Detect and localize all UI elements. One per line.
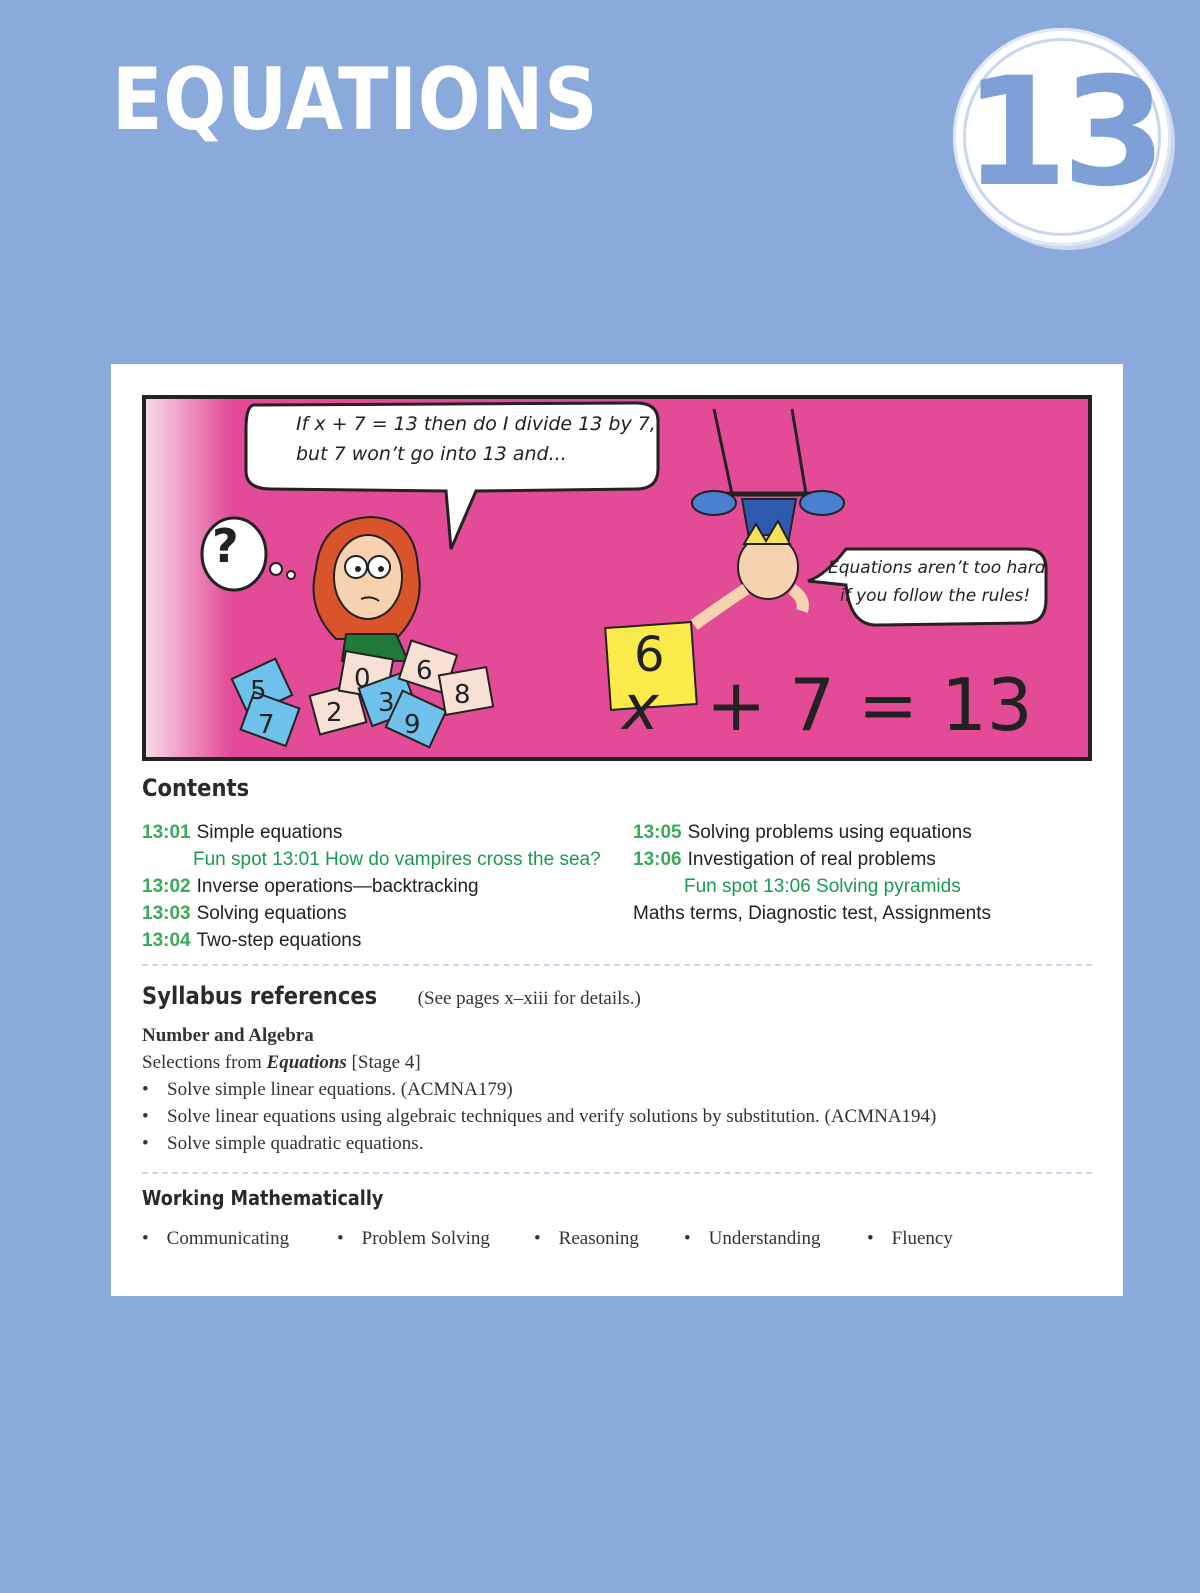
contents-funspot-13-01[interactable]: Fun spot 13:01 How do vampires cross the sea?: [193, 849, 601, 870]
floor-card-digit: 6: [416, 656, 433, 686]
chapter-title: EQUATIONS: [112, 50, 599, 150]
working-mathematically-heading: Working Mathematically: [142, 1186, 384, 1210]
contents-item-end-matter[interactable]: Maths terms, Diagnostic test, Assignments: [633, 903, 991, 924]
working-mathematically-list: [142, 1228, 1092, 1250]
equation-variable: x: [622, 671, 659, 744]
floor-card-digit: 8: [454, 680, 471, 710]
contents-left-column: [142, 819, 601, 954]
syllabus-strand: Number and Algebra: [142, 1025, 314, 1046]
chapter-number-badge: [953, 28, 1171, 246]
floor-card-digit: 7: [258, 710, 275, 740]
contents-heading: Contents: [142, 774, 250, 802]
equation-text: + 7 = 13: [706, 663, 1033, 747]
floor-card-digit: 3: [378, 688, 395, 718]
floor-card-digit: 2: [326, 698, 343, 728]
list-item: • Fluency: [867, 1228, 953, 1249]
left-speech-line-2: but 7 won’t go into 13 and...: [296, 443, 567, 465]
question-mark: ?: [212, 519, 239, 573]
right-speech-line-1: Equations aren’t too hard: [828, 558, 1046, 578]
syllabus-outcomes: [142, 1076, 1092, 1157]
list-item: • Reasoning: [534, 1228, 639, 1249]
chapter-number: 13: [963, 46, 1161, 220]
floor-card-digit: 9: [404, 710, 421, 740]
syllabus-note: (See pages x–xiii for details.): [417, 988, 641, 1009]
contents-item-13-01[interactable]: 13:01 Simple equations: [142, 822, 343, 843]
floor-card-digit: 5: [250, 676, 267, 706]
chapter-intro-panel: [111, 364, 1123, 1296]
floor-card-digit: 0: [354, 664, 371, 694]
list-item: • Communicating: [142, 1228, 290, 1249]
contents-item-13-04[interactable]: 13:04 Two-step equations: [142, 930, 362, 951]
list-item: • Solve simple linear equations. (ACMNA179): [142, 1076, 1092, 1103]
syllabus-selection: Selections from Equations [Stage 4]: [142, 1052, 421, 1073]
list-item: • Solve simple quadratic equations.: [142, 1130, 1092, 1157]
right-speech-bubble: [828, 554, 1046, 610]
contents-right-column: [633, 819, 991, 927]
syllabus-references: [142, 1022, 1092, 1157]
contents-funspot-13-06[interactable]: Fun spot 13:06 Solving pyramids: [684, 876, 961, 897]
card-value: 6: [634, 627, 665, 683]
right-speech-line-2: if you follow the rules!: [840, 586, 1031, 606]
contents-item-13-06[interactable]: 13:06 Investigation of real problems: [633, 849, 936, 870]
list-item: • Problem Solving: [337, 1228, 490, 1249]
list-item: • Solve linear equations using algebraic techniques and verify solutions by substitution. (ACMNA194): [142, 1103, 1092, 1130]
contents-item-13-05[interactable]: 13:05 Solving problems using equations: [633, 822, 972, 843]
list-item: • Understanding: [684, 1228, 821, 1249]
divider: [142, 1172, 1092, 1174]
left-speech-bubble: [296, 409, 656, 469]
contents-item-13-03[interactable]: 13:03 Solving equations: [142, 903, 347, 924]
cartoon-illustration: [142, 395, 1092, 761]
contents-item-13-02[interactable]: 13:02 Inverse operations—backtracking: [142, 876, 479, 897]
divider: [142, 964, 1092, 966]
left-speech-line-1: If x + 7 = 13 then do I divide 13 by 7,: [296, 413, 656, 435]
syllabus-heading: Syllabus references (See pages x–xiii for details.): [142, 982, 641, 1010]
